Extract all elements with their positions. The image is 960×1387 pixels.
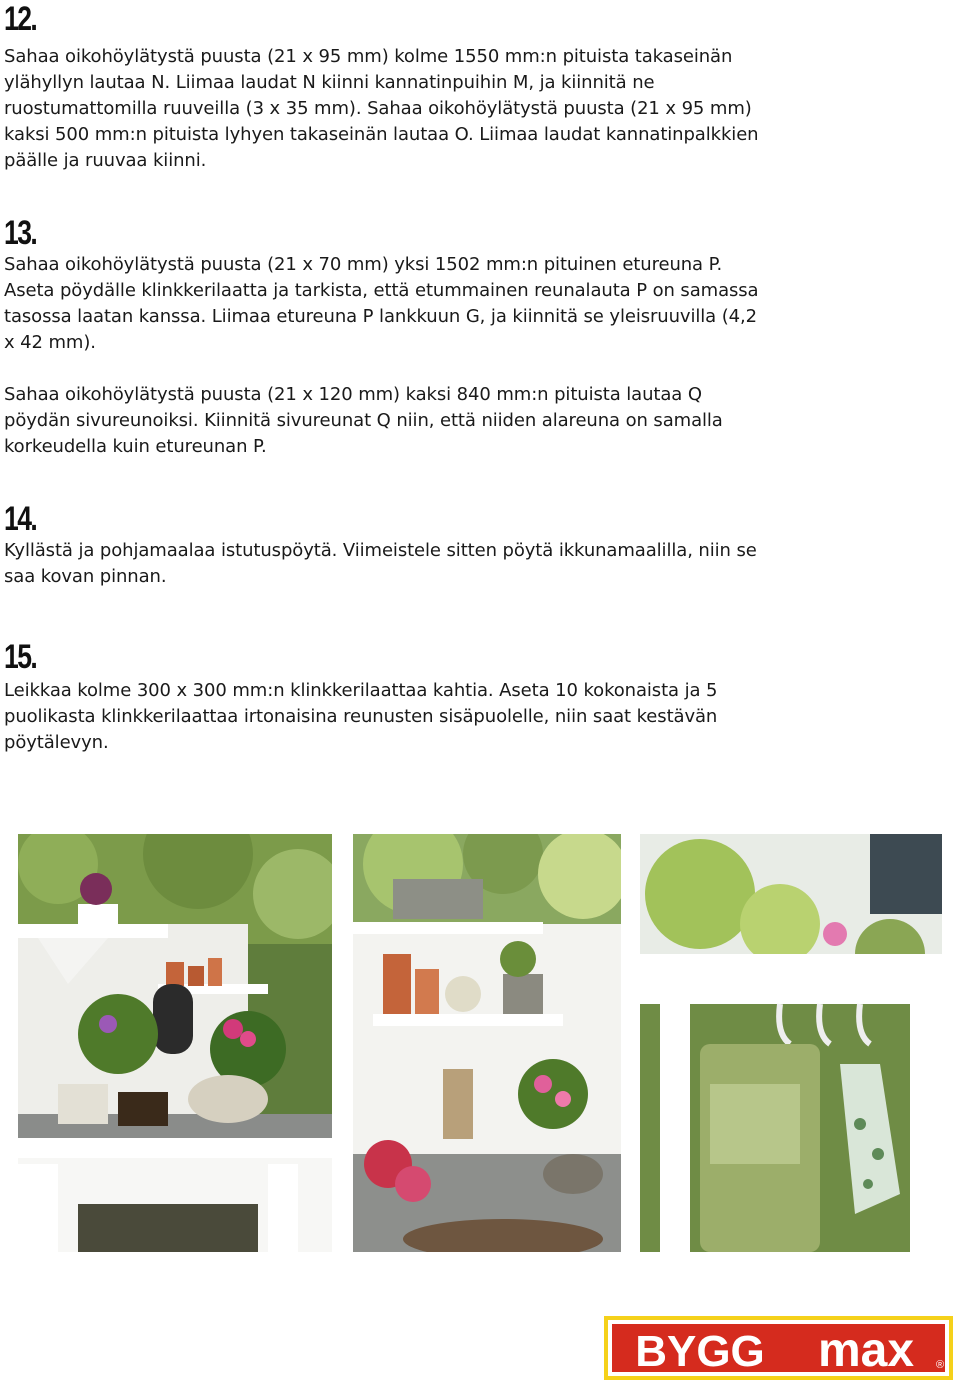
step-15-text: Leikkaa kolme 300 x 300 mm:n klinkkerilaattaa kahtia. Aseta 10 kokonaista ja 5 puolikasta klinkkerilaattaa irtonaisina reunusten sisäpuolelle, niin saat kestävän pöytälevyn. [4, 680, 718, 753]
step-13-text-2: Sahaa oikohöylätystä puusta (21 x 120 mm) kaksi 840 mm:n pituista lautaa Q pöydän sivureunoiksi. Kiinnitä sivureunat Q niin, että niiden alareuna on samalla korkeudella kuin etureunan P. [4, 384, 723, 457]
logo-bygg-text: BYGG [635, 1327, 765, 1376]
step-14-number: 14. [4, 500, 37, 538]
step-12-text: Sahaa oikohöylätystä puusta (21 x 95 mm) kolme 1550 mm:n pituista takaseinän ylähyllyn lautaa N. Liimaa laudat N kiinni kannatinpuihin M, ja kiinnitä ne ruostumattomilla ruuveilla (3 x 35 mm). Sahaa oikohöylätystä puusta (21 x 95 mm) kaksi 500 mm:n pituista lyhyen takaseinän lautaa O. Liimaa laudat kannatinpalkkien päälle ja ruuvaa kiinni. [4, 46, 759, 171]
logo-max-text: max [817, 1324, 915, 1377]
byggmax-logo [604, 1316, 953, 1380]
photo-potting-bench [18, 834, 332, 1252]
step-15-number: 15. [4, 638, 37, 676]
step-13-number: 13. [4, 214, 37, 252]
step-14-text: Kyllästä ja pohjamaalaa istutuspöytä. Viimeistele sitten pöytä ikkunamaalilla, niin se saa kovan pinnan. [4, 540, 757, 587]
photo-hooks-apron [640, 834, 942, 1252]
logo-registered-mark: ® [936, 1359, 945, 1371]
step-13-text-1: Sahaa oikohöylätystä puusta (21 x 70 mm) yksi 1502 mm:n pituinen etureuna P. Aseta pöydälle klinkkerilaatta ja tarkista, että etummainen reunalauta P on samassa tasossa laatan kanssa. Liimaa etureuna P lankkuun G, ja kiinnitä se yleisruuvilla (4,2 x 42 mm). [4, 254, 759, 353]
step-12-number: 12. [4, 0, 37, 38]
photo-shelf-pots [353, 834, 621, 1252]
